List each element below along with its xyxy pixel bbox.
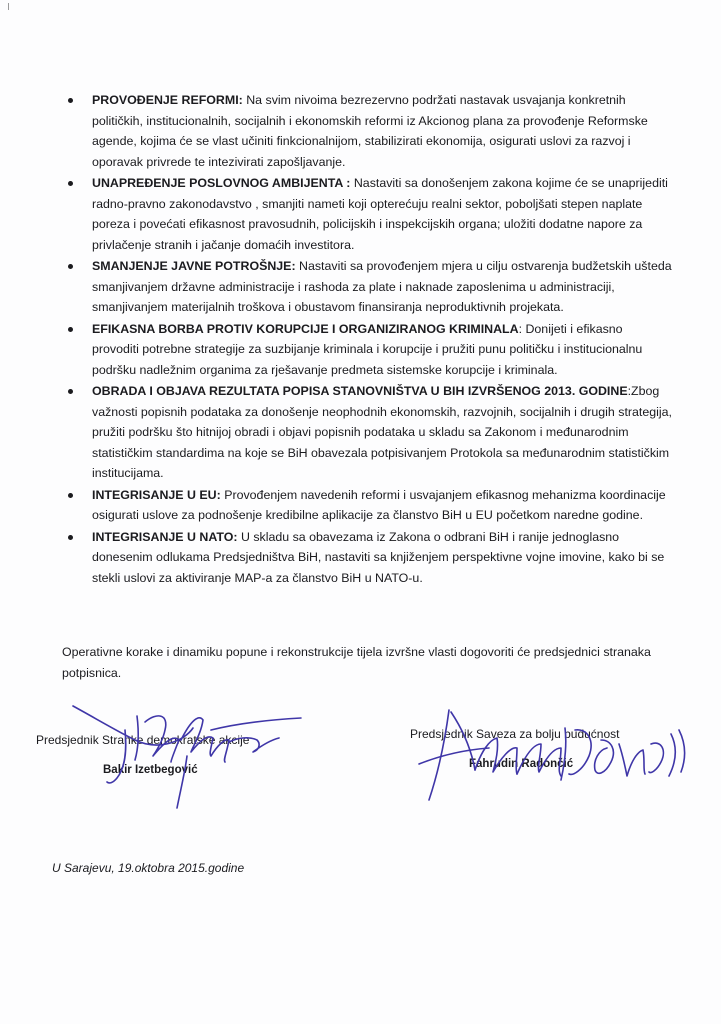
scan-mark <box>8 3 9 10</box>
bullet-item-reforms: PROVOĐENJE REFORMI: Na svim nivoima bezrezervno podržati nastavak usvajanja konkretnih političkih, institucionalnih, socijalnih i ekonomskih reformi iz Akcionog plana za provođenje Reformske agende, kojima će se vlast učiniti finkcionalnijom, stabilizirati ekonomija, osigurati uslovi za razvoj i oporavak privrede te intezivirati zapošljavanje. <box>62 90 672 172</box>
left-signatory-name: Bakir Izetbegović <box>103 764 198 776</box>
right-signatory-title: Predsjednik Saveza za bolju budućnost <box>410 727 620 741</box>
bullet-dot <box>68 327 73 332</box>
closing-paragraph: Operativne korake i dinamiku popune i rekonstrukcije tijela izvršne vlasti dogovoriti će predsjednici stranaka potpisnica. <box>62 645 651 680</box>
right-signatory-name: Fahrudin Radončić <box>469 758 574 770</box>
left-signatory-title: Predsjednik Stranke demokratske akcije <box>36 733 250 747</box>
bullet-item-business: UNAPREĐENJE POSLOVNOG AMBIJENTA : Nastaviti sa donošenjem zakona kojime će se unaprijediti radno-pravno zakonodavstvo , smanjiti nameti koji opterećuju realni sektor, poboljšati stepen naplate poreza i povećati efikasnost pravosudnih, policijskih i inspekcijskih organa; uložiti dodatne napore za privlačenje stranih i jačanje domaćih investitora. <box>62 173 672 255</box>
bullet-dot <box>68 535 73 540</box>
bullet-dot <box>68 493 73 498</box>
bullet-dot <box>68 264 73 269</box>
left-signature <box>65 700 315 820</box>
bullet-item-eu: INTEGRISANJE U EU: Provođenjem navedenih reformi i usvajanjem efikasnog mehanizma koordinacije osigurati uslove za podnošenje kredibilne aplikacije za članstvo BiH u EU početkom naredne godine. <box>62 485 672 526</box>
bullet-dot <box>68 389 73 394</box>
right-signature <box>405 700 695 810</box>
bullet-dot <box>68 181 73 186</box>
bullet-item-nato: INTEGRISANJE U NATO: U skladu sa obavezama iz Zakona o odbrani BiH i ranije jednoglasno donesenim odlukama Predsjedništva BiH, nastaviti sa knjiženjem perspektivne vojne imovine, kako bi se stekli uslovi za aktiviranje MAP-a za članstvo BiH u NATO-u. <box>62 527 672 589</box>
bullet-item-census: OBRADA I OBJAVA REZULTATA POPISA STANOVNIŠTVA U BIH IZVRŠENOG 2013. GODINE:Zbog važnosti popisnih podataka za donošenje neophodnih ekonomskih, razvojnih, socijalnih i drugih strategija, pružiti podršku što hitnijoj obradi i objavi popisnih podataka u skladu sa Zakonom i međunarodnim statističkim standardima na koje se BiH obavezala potpisivanjem Protokola sa međunarodnim statističkim institucijama. <box>62 381 672 484</box>
reform-list <box>62 90 672 588</box>
bullet-item-corruption: EFIKASNA BORBA PROTIV KORUPCIJE I ORGANIZIRANOG KRIMINALA: Donijeti i efikasno provoditi potrebne strategije za suzbijanje kriminala i korupcije i pružiti punu političku i institucionalnu podršku nadležnim organima za rješavanje predmeta sistemske korupcije i kriminala. <box>62 319 672 381</box>
bullet-dot <box>68 98 73 103</box>
place-date: U Sarajevu, 19.oktobra 2015.godine <box>52 861 245 875</box>
bullet-item-spending: SMANJENJE JAVNE POTROŠNJE: Nastaviti sa provođenjem mjera u cilju ostvarenja budžetskih ušteda smanjivanjem državne administracije i rashoda za plate i naknade zaposlenima u administraciji, smanjivanjem materijalnih troškova i obustavom finansiranja neproduktivnih projekata. <box>62 256 672 318</box>
